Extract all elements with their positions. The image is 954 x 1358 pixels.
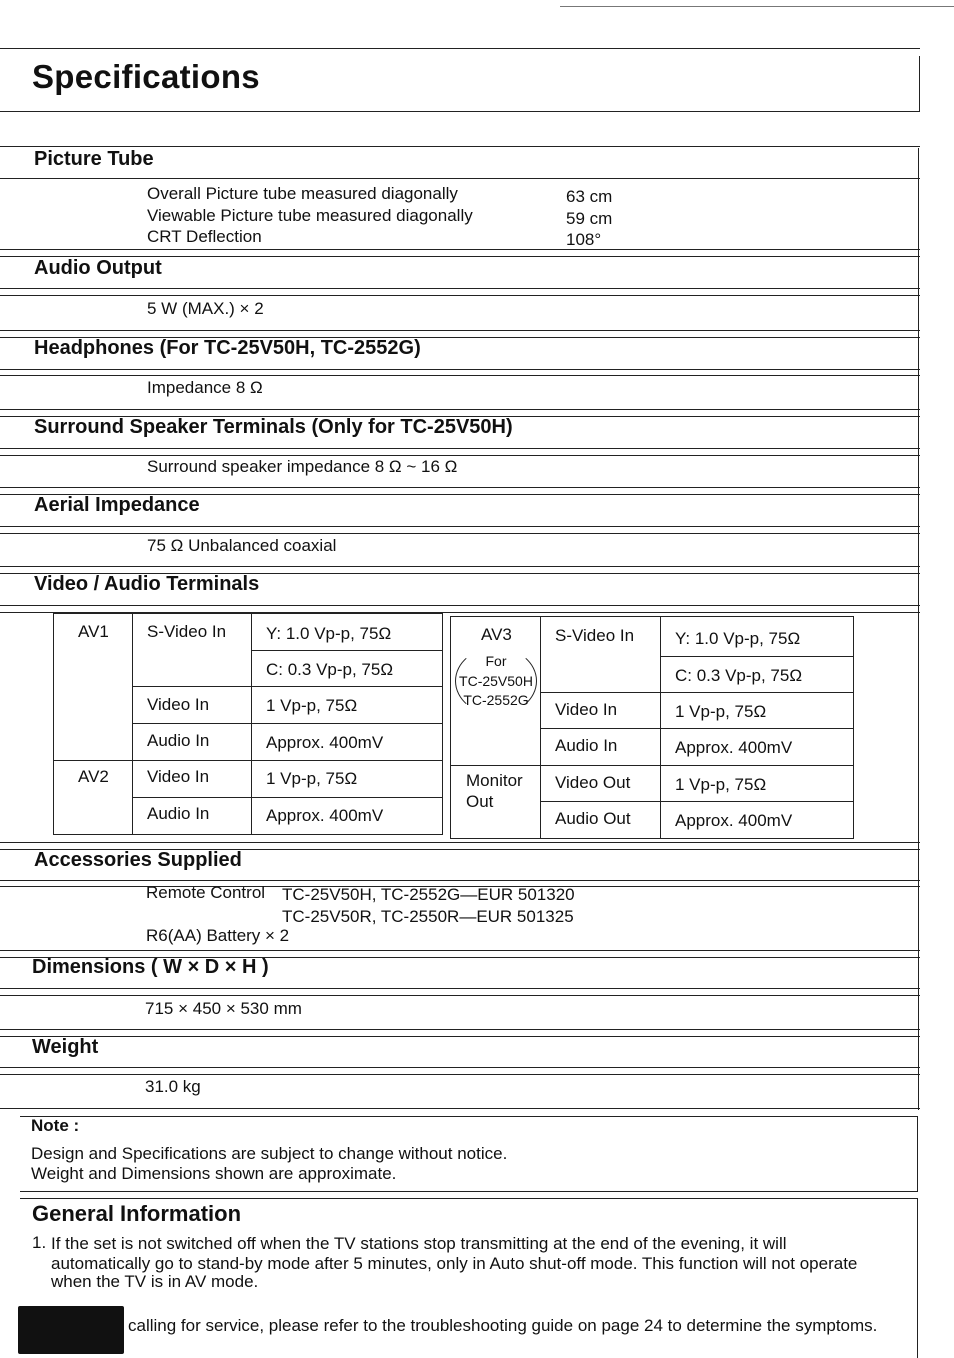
- title-bottom-rule: [0, 111, 920, 112]
- rule: [0, 842, 920, 843]
- remote-model-1: TC-25V50H, TC-2552G—EUR 501320: [282, 885, 575, 904]
- section-heading-aerial: Aerial Impedance: [34, 494, 200, 516]
- general-item-1-line-3: when the TV is in AV mode.: [51, 1272, 259, 1291]
- rule: [0, 448, 920, 449]
- rule: [0, 950, 920, 951]
- general-item-1-line-2: automatically go to stand-by mode after 5 minutes, only in Auto shut-off mode. This function will not operate: [51, 1254, 858, 1273]
- svideo-y-value: Y: 1.0 Vp-p, 75Ω: [266, 624, 392, 643]
- av2-label: AV2: [78, 767, 109, 786]
- row-rule: [132, 797, 442, 798]
- spec-value: 5 W (MAX.) × 2: [147, 299, 264, 318]
- section-heading-dimensions: Dimensions ( W × D × H ): [32, 956, 269, 978]
- general-item-2-text: calling for service, please refer to the troubleshooting guide on page 24 to determine the symptoms.: [128, 1316, 878, 1335]
- rule: [0, 1029, 920, 1030]
- rule: [0, 295, 920, 296]
- rule: [0, 288, 920, 289]
- video-in-value: 1 Vp-p, 75Ω: [675, 702, 767, 721]
- page-title: Specifications: [32, 58, 260, 95]
- section-heading-weight: Weight: [32, 1036, 99, 1058]
- audio-in-label: Audio In: [555, 736, 618, 755]
- col-rule: [132, 614, 133, 834]
- rule: [0, 533, 920, 534]
- section-heading-surround: Surround Speaker Terminals (Only for TC-25V50H): [34, 416, 513, 438]
- row-rule: [451, 765, 853, 766]
- rule: [0, 1074, 920, 1075]
- title-top-rule: [0, 48, 920, 49]
- section-heading-picture-tube: Picture Tube: [34, 148, 154, 170]
- spec-value: 63 cm: [566, 187, 613, 206]
- terminal-table-left: [53, 613, 443, 835]
- rule: [0, 375, 920, 376]
- rule: [20, 1198, 918, 1199]
- svideo-c-value: C: 0.3 Vp-p, 75Ω: [266, 660, 394, 679]
- video-out-value: 1 Vp-p, 75Ω: [675, 775, 767, 794]
- scan-smudge: [18, 1306, 124, 1354]
- row-rule: [660, 656, 853, 657]
- audio-in-value: Approx. 400mV: [675, 738, 793, 757]
- general-item-1-line-1: If the set is not switched off when the TV stations stop transmitting at the end of the evening, it will: [51, 1234, 787, 1253]
- av2-audio-in-label: Audio In: [147, 804, 210, 823]
- spec-value: 75 Ω Unbalanced coaxial: [147, 536, 337, 555]
- spec-value: Impedance 8 Ω: [147, 378, 263, 397]
- spec-label: Overall Picture tube measured diagonally: [147, 184, 458, 203]
- spec-label: Viewable Picture tube measured diagonally: [147, 206, 473, 225]
- row-rule: [540, 801, 853, 802]
- rule: [0, 178, 920, 179]
- title-right-rule: [919, 56, 920, 112]
- rule: [0, 988, 920, 989]
- rule: [0, 1036, 920, 1037]
- row-rule: [132, 723, 442, 724]
- terminal-table-right: [450, 616, 854, 839]
- svideo-c-value: C: 0.3 Vp-p, 75Ω: [675, 666, 803, 685]
- av1-label: AV1: [78, 622, 109, 641]
- row-rule: [540, 692, 853, 693]
- rule: [0, 605, 920, 606]
- svideo-in-label: S-Video In: [147, 622, 227, 641]
- frame-right-rule: [917, 1198, 918, 1358]
- section-heading-general: General Information: [32, 1201, 242, 1226]
- spec-value: 108°: [566, 230, 602, 249]
- section-heading-audio-output: Audio Output: [34, 257, 162, 279]
- audio-out-value: Approx. 400mV: [675, 811, 793, 830]
- section-heading-accessories: Accessories Supplied: [34, 849, 242, 871]
- rule: [0, 566, 920, 567]
- general-item-1-number: 1.: [32, 1233, 47, 1252]
- rule: [0, 526, 920, 527]
- section-heading-terminals: Video / Audio Terminals: [34, 573, 260, 595]
- rule: [0, 369, 920, 370]
- remote-model-2: TC-25V50R, TC-2550R—EUR 501325: [282, 907, 574, 926]
- rule: [0, 455, 920, 456]
- section-heading-headphones: Headphones (For TC-25V50H, TC-2552G): [34, 337, 421, 359]
- spec-value: 59 cm: [566, 209, 613, 228]
- monitor-label: Monitor: [466, 771, 523, 790]
- out-label: Out: [466, 792, 494, 811]
- note-line-2: Weight and Dimensions shown are approximate.: [31, 1164, 397, 1183]
- video-out-label: Video Out: [555, 773, 631, 792]
- model-1-label: TC-25V50H: [459, 673, 533, 689]
- video-in-label: Video In: [555, 700, 618, 719]
- remote-control-label: Remote Control: [146, 883, 266, 902]
- svideo-y-value: Y: 1.0 Vp-p, 75Ω: [675, 629, 801, 648]
- rule: [0, 487, 920, 488]
- top-rule: [560, 6, 954, 7]
- rule: [0, 146, 920, 147]
- row-rule: [251, 650, 442, 651]
- spec-value: 31.0 kg: [145, 1077, 201, 1096]
- model-2-label: TC-2552G: [463, 692, 529, 708]
- av2-audio-in-value: Approx. 400mV: [266, 806, 384, 825]
- rule: [0, 1108, 920, 1109]
- rule: [0, 1067, 920, 1068]
- row-rule: [132, 686, 442, 687]
- spec-value: Surround speaker impedance 8 Ω ~ 16 Ω: [147, 457, 458, 476]
- for-label: For: [485, 653, 507, 669]
- rule: [0, 880, 920, 881]
- rule: [0, 995, 920, 996]
- col-rule: [251, 614, 252, 834]
- spec-value: 715 × 450 × 530 mm: [145, 999, 302, 1018]
- av3-label: AV3: [481, 625, 512, 644]
- video-in-value: 1 Vp-p, 75Ω: [266, 696, 358, 715]
- video-in-label: Video In: [147, 695, 210, 714]
- battery-label: R6(AA) Battery × 2: [146, 926, 290, 945]
- note-line-1: Design and Specifications are subject to change without notice.: [31, 1144, 508, 1163]
- rule: [0, 249, 920, 250]
- av2-video-in-label: Video In: [147, 767, 210, 786]
- frame-right-rule: [918, 148, 919, 1110]
- av2-video-in-value: 1 Vp-p, 75Ω: [266, 769, 358, 788]
- row-rule: [54, 760, 442, 761]
- note-label: Note :: [31, 1116, 80, 1135]
- audio-out-label: Audio Out: [555, 809, 631, 828]
- rule: [0, 409, 920, 410]
- row-rule: [540, 728, 853, 729]
- audio-in-label: Audio In: [147, 731, 210, 750]
- spec-label: CRT Deflection: [147, 227, 262, 246]
- audio-in-value: Approx. 400mV: [266, 733, 384, 752]
- rule: [0, 330, 920, 331]
- svideo-in-label: S-Video In: [555, 626, 635, 645]
